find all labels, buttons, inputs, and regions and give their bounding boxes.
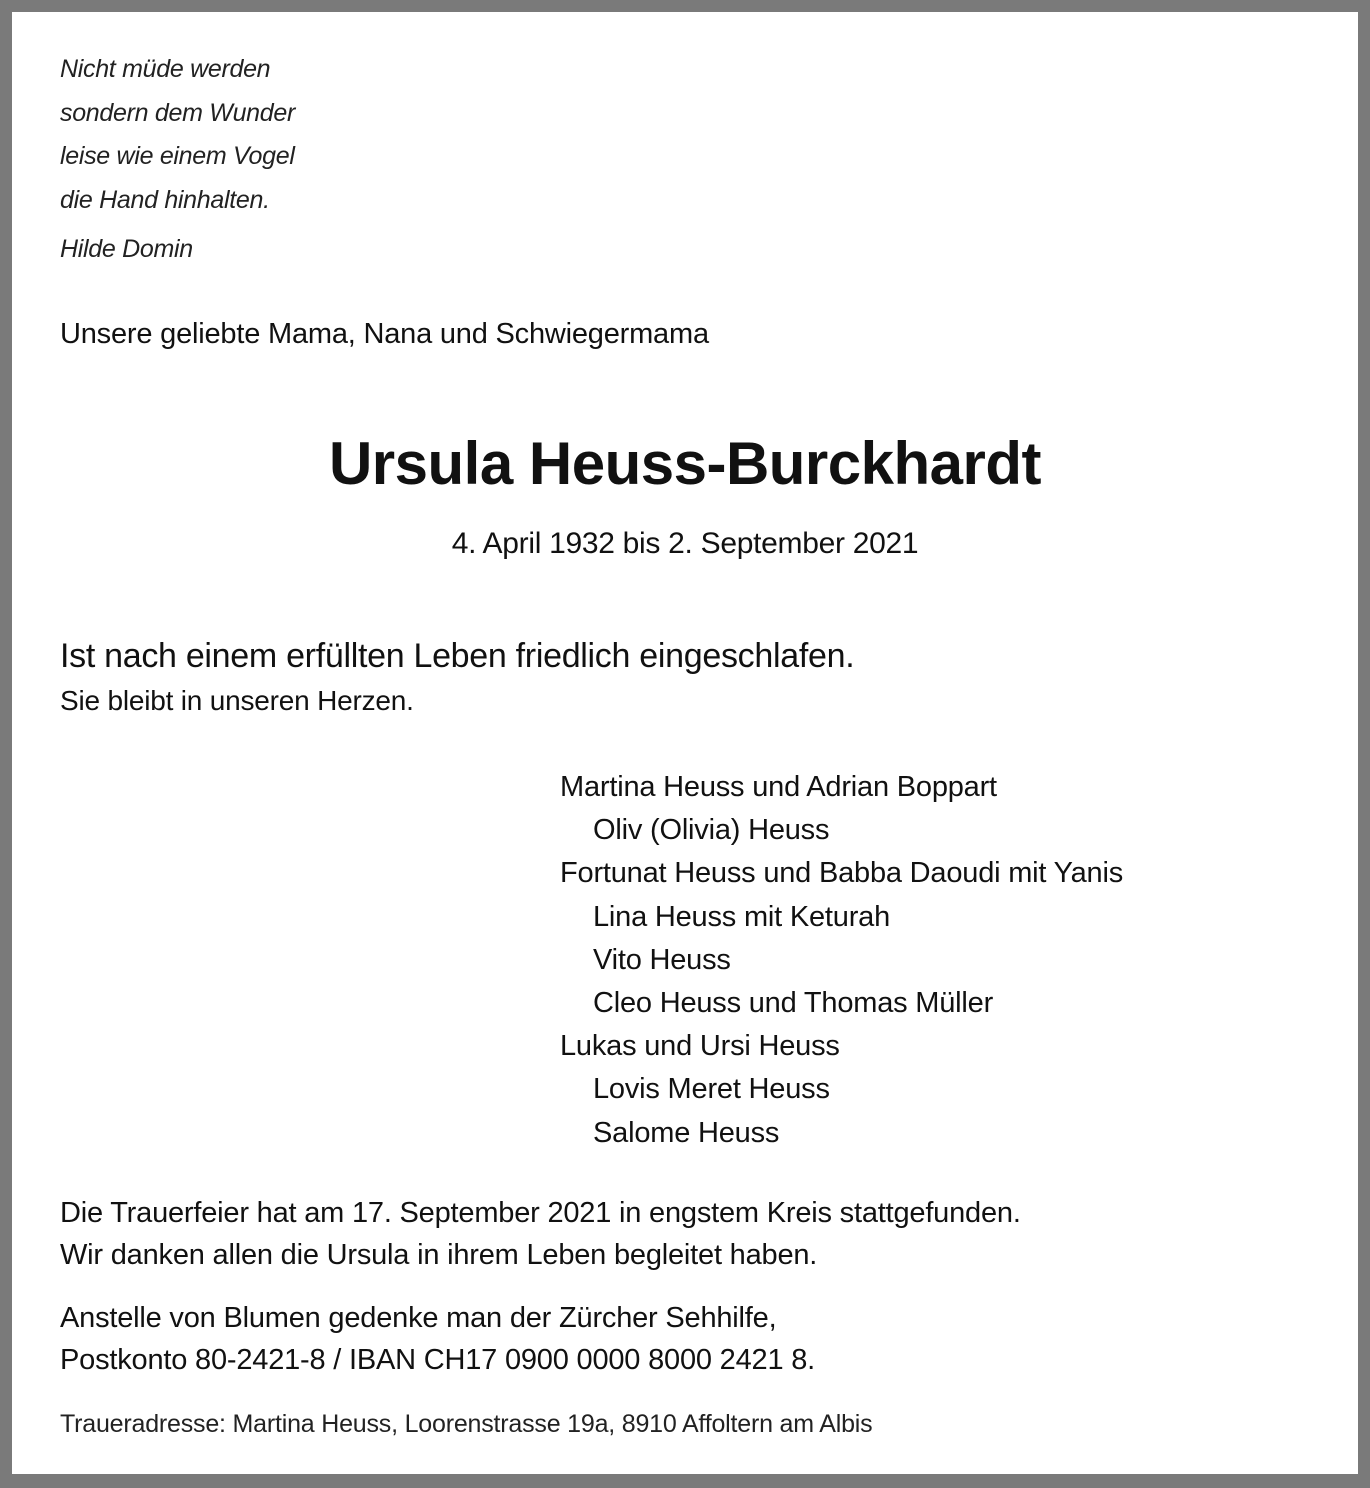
poem-author: Hilde Domin <box>60 235 193 263</box>
family-list <box>560 766 1123 1155</box>
poem-line: leise wie einem Vogel <box>60 142 295 170</box>
deceased-name: Ursula Heuss-Burckhardt <box>328 430 1042 497</box>
family-member: Cleo Heuss und Thomas Müller <box>593 986 994 1019</box>
family-member: Lukas und Ursi Heuss <box>560 1030 840 1063</box>
statement-subtext: Sie bleibt in unseren Herzen. <box>60 685 414 716</box>
service-line-2: Wir danken allen die Ursula in ihrem Leben begleitet haben. <box>60 1239 818 1271</box>
life-dates: 4. April 1932 bis 2. September 2021 <box>451 527 919 560</box>
family-member: Martina Heuss und Adrian Boppart <box>560 771 997 803</box>
donation-line-2: Postkonto 80-2421-8 / IBAN CH17 0900 0000 8000 2421 8. <box>60 1344 816 1376</box>
mourning-address: Traueradresse: Martina Heuss, Loorenstrasse 19a, 8910 Affoltern am Albis <box>60 1410 873 1438</box>
poem-block <box>60 48 295 266</box>
statement-text: Ist nach einem erfüllten Leben friedlich eingeschlafen. <box>60 637 855 675</box>
intro-text: Unsere geliebte Mama, Nana und Schwiegermama <box>60 318 709 350</box>
family-member: Lovis Meret Heuss <box>593 1073 830 1106</box>
family-member: Lina Heuss mit Keturah <box>593 900 891 933</box>
poem-line: die Hand hinhalten. <box>60 185 270 214</box>
family-member: Oliv (Olivia) Heuss <box>593 814 830 847</box>
service-line-1: Die Trauerfeier hat am 17. September 2021 in engstem Kreis stattgefunden. <box>60 1197 1021 1229</box>
family-member: Fortunat Heuss und Babba Daoudi mit Yanis <box>560 857 1124 890</box>
donation-line-1: Anstelle von Blumen gedenke man der Zürcher Sehhilfe, <box>60 1302 777 1334</box>
poem-line: sondern dem Wunder <box>60 98 296 127</box>
obituary-sheet <box>12 12 1358 1474</box>
family-member: Salome Heuss <box>593 1116 780 1149</box>
family-member: Vito Heuss <box>593 943 731 976</box>
poem-line: Nicht müde werden <box>60 55 271 83</box>
